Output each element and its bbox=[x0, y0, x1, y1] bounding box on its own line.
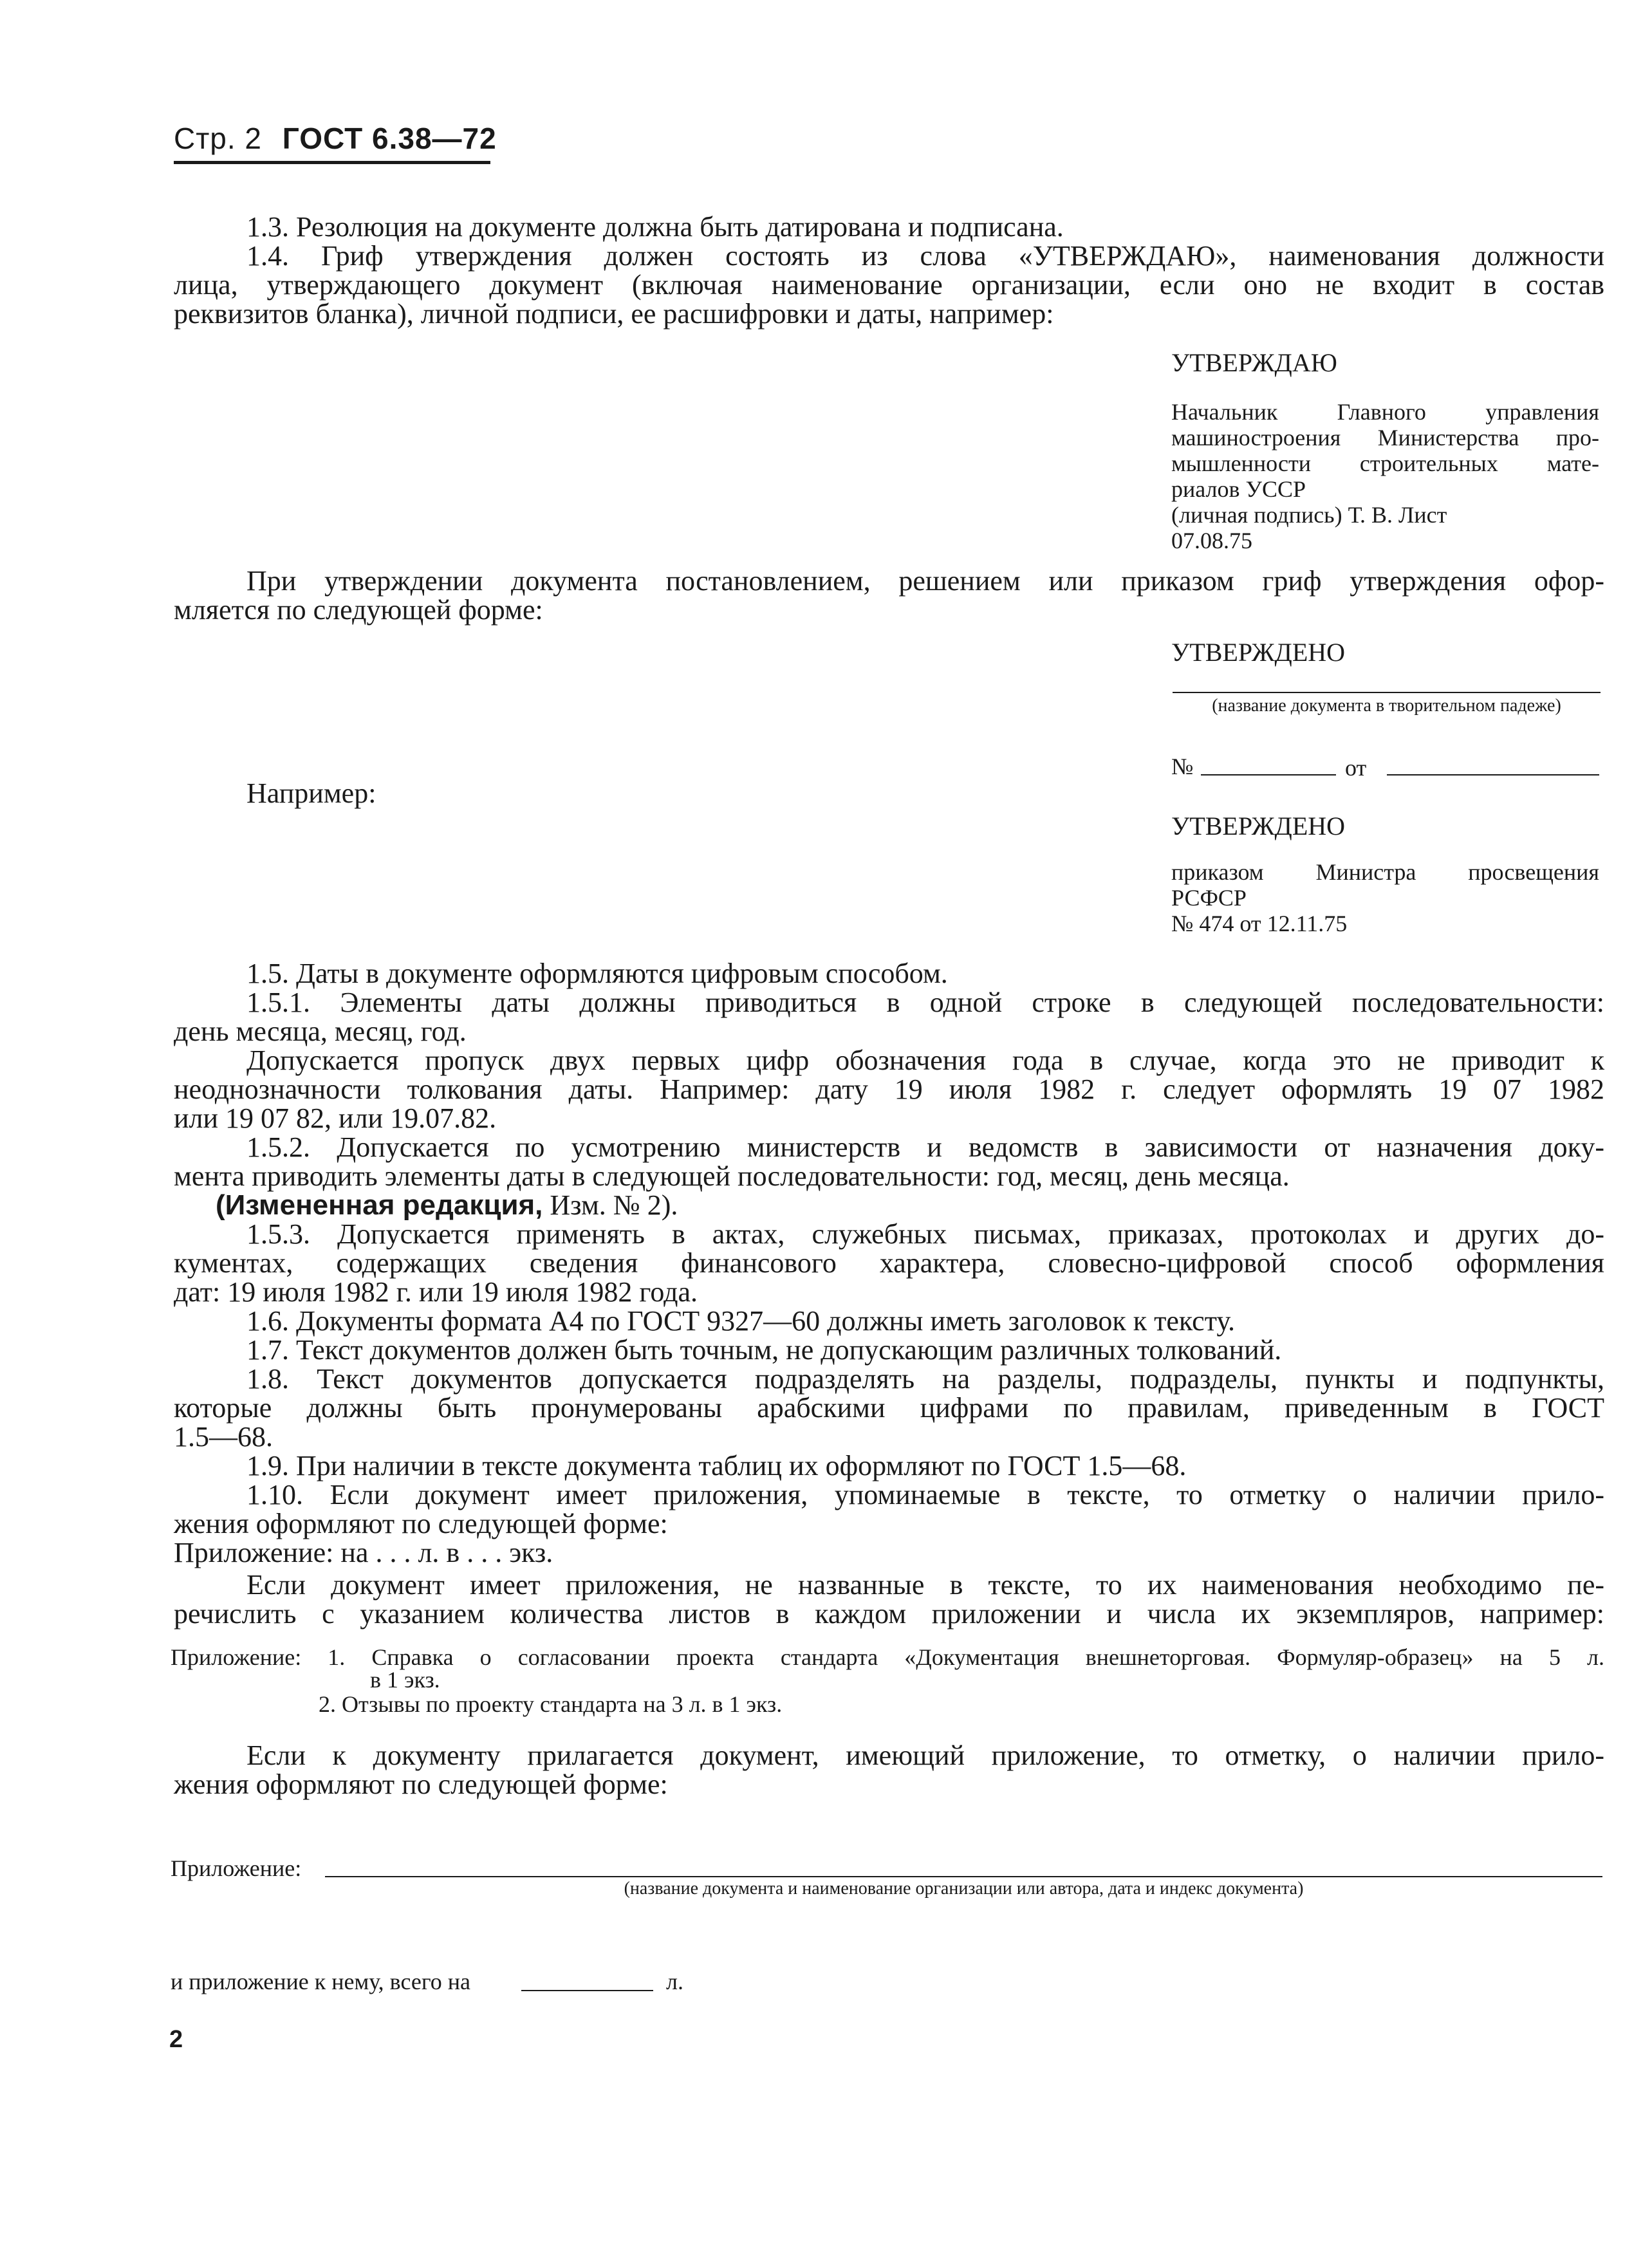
appendix-line-caption: (название документа и наименование организации или автора, дата и индекс документа) bbox=[624, 1879, 1304, 1899]
appendix-list-item1-line1: Приложение: 1. Справка о согласовании проекта стандарта «Документация внешнеторговая. Формуляр-образец» на 5 л. bbox=[171, 1644, 1604, 1670]
approve-position-line2: машиностроения Министерства про- bbox=[1171, 425, 1599, 450]
paragraph-1-10-line2: жения оформляют по следующей форме: bbox=[174, 1508, 668, 1539]
example-line2: РСФСР bbox=[1171, 885, 1247, 911]
edition-note bbox=[216, 1191, 678, 1220]
paragraph-1-9: 1.9. При наличии в тексте документа таблиц их оформляют по ГОСТ 1.5—68. bbox=[246, 1450, 1187, 1481]
appendix-total-suffix: л. bbox=[666, 1969, 683, 1994]
standard-number: ГОСТ 6.38—72 bbox=[282, 122, 497, 155]
paragraph-1-5-2-line2: мента приводить элементы даты в следующей последовательности: год, месяц, день месяца. bbox=[174, 1160, 1290, 1192]
paragraph-1-5-1-line2: день месяца, месяц, год. bbox=[174, 1016, 467, 1047]
paragraph-1-4-line1: 1.4. Гриф утверждения должен состоять из слова «УТВЕРЖДАЮ», наименования должности bbox=[246, 240, 1604, 272]
approve-position-line3: мышленности строительных мате- bbox=[1171, 450, 1599, 476]
form-from-label: от bbox=[1345, 755, 1367, 781]
form-doc-name-line bbox=[1173, 692, 1601, 693]
paragraph-attached-line2: жения оформляют по следующей форме: bbox=[174, 1769, 668, 1800]
appendix-total-line bbox=[521, 1990, 653, 1991]
appendix-list-item1-line2: в 1 экз. bbox=[370, 1667, 440, 1693]
page-header bbox=[174, 121, 497, 156]
paragraph-1-7: 1.7. Текст документов должен быть точным, не допускающим различных толкований. bbox=[246, 1334, 1282, 1366]
form-number-line bbox=[1201, 774, 1336, 775]
paragraph-resolution-line2: мляется по следующей форме: bbox=[174, 594, 543, 626]
paragraph-1-10-line1: 1.10. Если документ имеет приложения, упоминаемые в тексте, то отметку о наличии прило- bbox=[246, 1479, 1604, 1510]
approve-date: 07.08.75 bbox=[1171, 528, 1252, 553]
paragraph-allowed-line1: Допускается пропуск двух первых цифр обозначения года в случае, когда это не приводит к bbox=[246, 1045, 1604, 1076]
example-title: УТВЕРЖДЕНО bbox=[1171, 812, 1346, 840]
paragraph-1-3: 1.3. Резолюция на документе должна быть датирована и подписана. bbox=[246, 211, 1064, 243]
approve-title: УТВЕРЖДАЮ bbox=[1171, 348, 1337, 377]
paragraph-1-5-2-line1: 1.5.2. Допускается по усмотрению министерств и ведомств в зависимости от назначения доку- bbox=[246, 1131, 1604, 1163]
paragraph-1-5-3-line1: 1.5.3. Допускается применять в актах, служебных письмах, приказах, протоколах и других до- bbox=[246, 1218, 1604, 1250]
page-label: Стр. 2 bbox=[174, 122, 263, 155]
page-number: 2 bbox=[169, 2026, 183, 2053]
form-doc-name-caption: (название документа в творительном падеже) bbox=[1212, 696, 1561, 716]
approve-signature: (личная подпись) Т. В. Лист bbox=[1171, 502, 1447, 528]
form-date-line bbox=[1387, 774, 1599, 775]
form-number-label: № bbox=[1171, 754, 1194, 779]
paragraph-1-5-3-line3: дат: 19 июля 1982 г. или 19 июля 1982 года. bbox=[174, 1276, 698, 1308]
paragraph-1-4-line2: лица, утверждающего документ (включая наименование организации, если оно не входит в состав bbox=[174, 269, 1604, 301]
form-title: УТВЕРЖДЕНО bbox=[1171, 638, 1346, 667]
paragraph-allowed-line2: неоднозначности толкования даты. Например: дату 19 июля 1982 г. следует оформлять 19 07 1982 bbox=[174, 1073, 1604, 1105]
paragraph-1-8-line3: 1.5—68. bbox=[174, 1421, 273, 1453]
example-label: Например: bbox=[246, 777, 376, 809]
edition-note-bold: (Измененная редакция, bbox=[216, 1189, 543, 1221]
header-underline bbox=[174, 161, 490, 164]
appendix-line-label: Приложение: bbox=[171, 1855, 302, 1881]
paragraph-1-5: 1.5. Даты в документе оформляются цифровым способом. bbox=[246, 958, 948, 989]
appendix-form: Приложение: на . . . л. в . . . экз. bbox=[174, 1537, 553, 1568]
example-line1: приказом Министра просвещения bbox=[1171, 859, 1599, 885]
paragraph-resolution-line1: При утверждении документа постановлением, решением или приказом гриф утверждения офор- bbox=[246, 565, 1604, 597]
appendix-list-item2: 2. Отзывы по проекту стандарта на 3 л. в 1 экз. bbox=[319, 1691, 783, 1717]
paragraph-unnamed-line2: речислить с указанием количества листов в каждом приложении и числа их экземпляров, например: bbox=[174, 1598, 1604, 1630]
paragraph-1-5-1-line1: 1.5.1. Элементы даты должны приводиться в одной строке в следующей последовательности: bbox=[246, 987, 1604, 1018]
paragraph-1-8-line2: которые должны быть пронумерованы арабскими цифрами по правилам, приведенным в ГОСТ bbox=[174, 1392, 1604, 1424]
approve-position-line1: Начальник Главного управления bbox=[1171, 399, 1599, 425]
paragraph-1-4-line3: реквизитов бланка), личной подписи, ее расшифровки и даты, например: bbox=[174, 298, 1054, 330]
appendix-total-prefix: и приложение к нему, всего на bbox=[171, 1969, 470, 1994]
paragraph-1-6: 1.6. Документы формата А4 по ГОСТ 9327—60 должны иметь заголовок к тексту. bbox=[246, 1305, 1235, 1337]
paragraph-unnamed-line1: Если документ имеет приложения, не названные в тексте, то их наименования необходимо пе- bbox=[246, 1569, 1604, 1601]
paragraph-1-5-3-line2: кументах, содержащих сведения финансового характера, словесно-цифровой способ оформления bbox=[174, 1247, 1604, 1279]
paragraph-1-8-line1: 1.8. Текст документов допускается подразделять на разделы, подразделы, пункты и подпункты, bbox=[246, 1363, 1604, 1395]
approve-position-line4: риалов УССР bbox=[1171, 476, 1306, 502]
paragraph-attached-line1: Если к документу прилагается документ, имеющий приложение, то отметку, о наличии прило- bbox=[246, 1740, 1604, 1771]
paragraph-allowed-line3: или 19 07 82, или 19.07.82. bbox=[174, 1102, 497, 1134]
example-line3: № 474 от 12.11.75 bbox=[1171, 911, 1348, 936]
appendix-line-rule bbox=[325, 1876, 1602, 1877]
edition-note-rest: Изм. № 2). bbox=[543, 1189, 678, 1221]
